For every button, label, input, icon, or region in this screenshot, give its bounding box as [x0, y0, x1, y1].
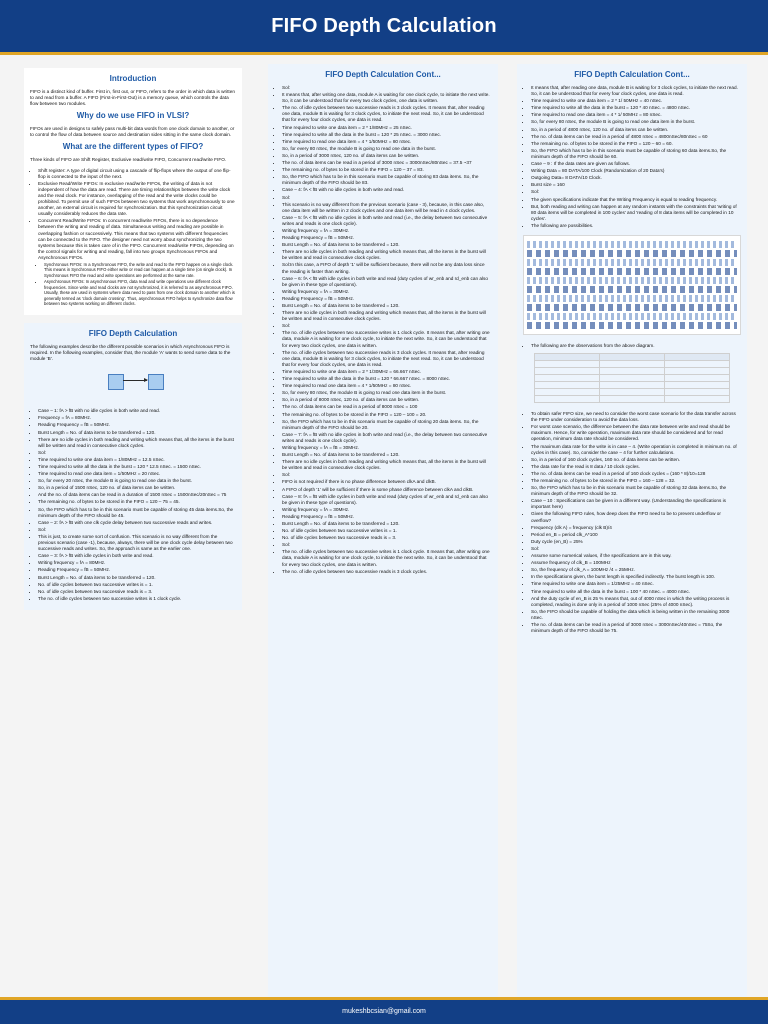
list-item: • So, the FIFO which has to be in this scenario must be capable of storing 45 data items.So, the minimum depth of the FIFO should be 45.: [38, 507, 236, 519]
list-item: • Reading Frequency = fB = 50MHz.: [38, 567, 236, 573]
list-item: • The remaining no. of bytes to be stored in the FIFO = 120 – 37 = 83.: [282, 167, 492, 173]
list-item: • Sol:: [531, 546, 741, 552]
footer-email: mukeshbcsian@gmail.com: [342, 1008, 426, 1015]
list-item: • The remaining no. of bytes to be stored in the FIFO = 120 – 100 = 20.: [282, 412, 492, 418]
list-item: • So, for every 20 nSec, the module B is going to read one data in the burst.: [38, 478, 236, 484]
module-b-block: [148, 374, 164, 390]
list-item: • The no. of idle cycles between two successive writes is 1 clock cycle. It means that, after writing one data, module A is waiting for one clock cycle, to initiate the next write. So, it can be understood that for every two clock cycles, one data is written.: [282, 330, 492, 348]
types-list: [30, 168, 236, 307]
list-item: • Time required to write all the data in the burst = 100 * 40 nSec. = 4000 nSec.: [531, 589, 741, 595]
waveform: [527, 241, 737, 248]
list-item: • Concurrent Read/Write FIFOs: In concurrent read/write FIFOs, there is no dependence between the writing and reading of data. Simultaneous writing and reading are possible in overlapping fashion or successively. This means that two systems with different frequencies can be connected to the FIFO. The designer need not worry about synchronizing the two systems because this is taken care of in the FIFO. Concurrent read/write FIFOs, depending on the control signals for writing and reading, fall into two groups Synchronous FIFOs and Asynchronous FIFOs.: [38, 218, 236, 261]
list-item: • So, in a period of 3000 nSec, 120 no. of data items can be written.: [282, 153, 492, 159]
list-item: • Assume frequency of clk_B = 100MHz: [531, 560, 741, 566]
page-title: FIFO Depth Calculation: [271, 15, 497, 37]
waveform: [527, 322, 737, 329]
list-item: • Time required to read one data item = 4 * 1/ 50MHz = 80 nSec.: [531, 112, 741, 118]
why-text: FIFOs are used in designs to safely pass multi-bit data words from one clock domain to another, or to control the flow of data between source and destination sides sitting in the same clock domain.: [30, 126, 235, 138]
col2-title: FIFO Depth Calculation Cont...: [325, 70, 441, 79]
list-item: • But, both reading and writing can happen at any random instants with the constraints that 'writing of 80 data items will be completed in 100 cycles' and 'reading of 8 data items will be completed in 10 cycles'.: [531, 204, 741, 222]
list-item: • Shift register: A type of digital circuit using a cascade of flip-flops where the output of one flip-flop is connected to the input of the next.: [38, 168, 236, 180]
list-item: • The no. of idle cycles between two successive reads is 3 clock cycles. It means that, after reading one data, module B is waiting for 3 clock cycles, to initiate the next read. So, it can be understood that for every four clock cycles, one data is read.: [282, 105, 492, 123]
list-item: • No. of idle cycles between two successive reads is = 3.: [38, 589, 236, 595]
list-item: • Period en_B = period clk_A*100: [531, 532, 741, 538]
list-item: • So, the frequency of clk_A = 100MHz /4 = 25MHz.: [531, 567, 741, 573]
list-item: • The no. of data items can be read in a period of 160 clock cycles = (160 * 8)/10=128: [531, 471, 741, 477]
list-item: • The no. of data items can be read in a period of 4800 nSec = 4800nSec/80nSec = 60: [531, 134, 741, 140]
column-1: [18, 64, 248, 999]
list-item: • The remaining no. of bytes to be stored in the FIFO = 160 – 128 = 32.: [531, 478, 741, 484]
list-item: • Burst size = 160: [531, 182, 741, 188]
list-subitem: • Asynchronous FIFOs: In asynchronous FIFO, data read and write operations use different clock frequencies. Since write and read clocks are not synchronized, it is referred to as asynchronous FIFO. Usually, these are used in systems where data need to pass from one clock domain to another which is generally termed as 'clock domain crossing'. Thus, asynchronous FIFO helps to synchronize data flow between two systems working on different clocks.: [44, 279, 236, 307]
table-row: [534, 375, 729, 382]
list-item: • Writing frequency = fA = 30MHz.: [282, 507, 492, 513]
list-item: • Case – 2: fA > fB with one clk cycle delay between two successive reads and writes.: [38, 520, 236, 526]
list-item: • Sol:In this case, a FIFO of depth '1' will be sufficient because, there will not be any data loss since the reading is faster than writing.: [282, 262, 492, 274]
module-diagram: [30, 368, 236, 402]
waveform: [527, 286, 737, 293]
col3-title: FIFO Depth Calculation Cont...: [574, 70, 690, 79]
list-item: • There are no idle cycles in both reading and writing which means that, all the items in the burst will be written and read in consecutive clock cycles.: [282, 310, 492, 322]
list-item: • To obtain safer FIFO size, we need to consider the worst case scenario for the data transfer across the FIFO under consideration to avoid the data loss.: [531, 411, 741, 423]
calc-section: [24, 323, 242, 610]
waveform: [527, 313, 737, 320]
calc-title: FIFO Depth Calculation: [88, 328, 178, 338]
column-3: [517, 64, 747, 999]
list-item: • This is just, to create some sort of confusion. This scenario is no way different from the previous scenario (case -1), because, always, there will be one clock cycle delay between two successive reads and writes. So, the approach is same as the earlier one.: [38, 534, 236, 552]
table-row: [534, 368, 729, 375]
list-item: • The no. of data items can be read in a period of 3000 nSec = 3000nSec/40nSec = 75So, the minimum depth of the FIFO should be 75.: [531, 622, 741, 634]
list-item: • So, for every 80 nSec, the module B is going to read one data item in the burst.: [531, 119, 741, 125]
table-header-cell: [534, 354, 599, 361]
list-item: • And the no. of data items can be read in a duration of 1500 nSec = 1500nSec/20nSec = 75: [38, 492, 236, 498]
list-item: • Burst Length = No. of data items to be transferred = 120.: [282, 521, 492, 527]
page-header: [0, 0, 768, 55]
list-item: • Writing Data = 80 DATA/100 Clock (Randomization of 20 Data's): [531, 168, 741, 174]
list-item: • So, the FIFO which has to be in this scenario must be capable of storing 20 data items. So, the minimum depth of the FIFO should be 20.: [282, 419, 492, 431]
list-item: • Case – 9 : If the data rates are given as follows.: [531, 161, 741, 167]
list-item: • FIFO is not required if there is no phase difference between clkA and clkB.: [282, 479, 492, 485]
list-item: • Sol:: [282, 323, 492, 329]
list-item: • No. of idle cycles between two successive writes is = 1.: [38, 582, 236, 588]
table-row: [534, 382, 729, 389]
list-item: • Case – 10 : Specifications can be given in a different way. (Understanding the specifications is important here): [531, 498, 741, 510]
list-item: • Time required to write all the data in the burst = 120 * 40 nSec. = 4800 nSec.: [531, 105, 741, 111]
table-row: [534, 389, 729, 396]
types-intro: Three kinds of FIFO are Shift Register, Exclusive read/write FIFO, Concurrent read/write FIFO.: [30, 157, 227, 163]
list-item: • Case – 5: fA < fB with no idle cycles in both write and read (i.e., the delay between two consecutive writes and reads is one clock cycle).: [282, 215, 492, 227]
list-item: • Writing frequency = fA = fB = 30MHz.: [282, 445, 492, 451]
table-header-cell: [665, 354, 730, 361]
list-item: • Given the following FIFO rules, how deep does the FIFO need to be to prevent underflow or overflow?: [531, 511, 741, 523]
list-item: • Reading Frequency = fB = 50MHz.: [282, 235, 492, 241]
list-item: • Time required to write one data item = 1/25MHz = 40 nSec.: [531, 581, 741, 587]
list-item: • Assume some numerical values, if the specifications are in this way.: [531, 553, 741, 559]
list-item: • So, in a period of 160 clock cycles, 160 no. of data items can be written.: [531, 457, 741, 463]
list-item: • Burst Length = No. of data items to be transferred = 120.: [38, 575, 236, 581]
page-footer: [0, 997, 768, 1024]
col3-list-b: [523, 411, 741, 634]
list-item: • Burst Length = No. of data items to be transferred = 120.: [282, 303, 492, 309]
table-row: [534, 396, 729, 403]
list-item: • And the duty cycle of en_B is 25 % means that, out of 4000 nSec in which the writing process is completed, reading is done only in a period of 1000 nSec (25% of 4000 nSec).: [531, 596, 741, 608]
observation-table: [534, 353, 730, 403]
intro-title: Introduction: [109, 74, 157, 83]
list-item: • Sol:: [38, 450, 236, 456]
list-item: • Sol:: [282, 195, 492, 201]
col3-list-a: [523, 85, 741, 229]
calc-list: [30, 408, 236, 602]
list-item: • No. of idle cycles between two successive reads is = 3.: [282, 535, 492, 541]
list-item: • Sol:: [282, 85, 492, 91]
observation-text: • The following are the observations from the above diagram.: [531, 343, 741, 349]
module-a-block: [108, 374, 124, 390]
list-item: • The remaining no. of bytes to be stored in the FIFO = 120 – 60 = 60.: [531, 141, 741, 147]
list-item: • Case – 4: fA < fB with no idle cycles in both write and read.: [282, 187, 492, 193]
list-item: • The remaining no. of bytes to be stored in the FIFO = 120 – 75 = 45.: [38, 499, 236, 505]
list-item: • No. of idle cycles between two successive writes is = 1.: [282, 528, 492, 534]
waveform: [527, 259, 737, 266]
list-item: • Time required to read one data item = 4 * 1/50MHz = 80 nSec.: [282, 383, 492, 389]
list-item: • In the specifications given, the burst length is specified indirectly. The burst length is 100.: [531, 574, 741, 580]
list-item: • Sol:: [282, 542, 492, 548]
list-item: • So, in a period of 1500 nSec, 120 no. of data items can be written.: [38, 485, 236, 491]
list-item: • For worst case scenario, the difference between the data rate between write and read should be maximum. Hence, for write operation, maximum data rate should be considered and for read operation, minimum data rate should be considered.: [531, 424, 741, 442]
list-item: • Burst Length = No. of data items to be transferred = 120.: [282, 242, 492, 248]
calc-intro: The following examples describe the different possible scenarios in which Asynchronous FIFO is required. In the following examples, consider that, the module 'A' wants to send some data to the module 'B'.: [30, 343, 231, 362]
list-item: • The following are possibilities.: [531, 223, 741, 229]
list-item: • The maximum data rate for the write is in case – 4. (Write operation is completed in minimum no. of cycles in this case). So, consider the case – 4 for further calculations.: [531, 444, 741, 456]
list-item: • There are no idle cycles in both reading and writing which means that, all the items in the burst will be written and read in consecutive clock cycles.: [38, 437, 236, 449]
waveform: [527, 295, 737, 302]
types-title: What are the different types of FIFO?: [62, 142, 204, 152]
list-item: • So, in a period of 4800 nSec, 120 no. of data items can be written.: [531, 127, 741, 133]
list-item: • Writing frequency = fA = 30MHz.: [282, 228, 492, 234]
list-item: • Exclusive Read/Write FIFOs: In exclusive read/write FIFOs, the writing of data is not independent of how the data are read. There are timing relationships between the write clock and the read clock. For instance, overlapping of the read and the write clocks could be prohibited. To permit use of such FIFOs between two systems that work asynchronously to one another, an external circuit is required for synchronization. But this synchronization circuit usually considerably reduces the data rate.: [38, 181, 236, 218]
list-item: • So, the FIFO which has to be in this scenario must be capable of storing 60 data items.So, the minimum depth of the FIFO should be 60.: [531, 148, 741, 160]
list-item: • Case – 7: fA = fB with no idle cycles in both write and read (i.e., the delay between two consecutive writes and reads is one clock cycle).: [282, 432, 492, 444]
list-item: • The given specifications indicate that the Writing Frequency is equal to reading frequency.: [531, 197, 741, 203]
list-item: • Frequency (clk A) = frequency (clk B)/4: [531, 525, 741, 531]
list-item: • It means that, after writing one data, module A is waiting for one clock cycle, to initiate the next write. So, it can be understood that for every two clock cycles, one data is written.: [282, 92, 492, 104]
waveform: [527, 277, 737, 284]
list-item: • Time required to write one data item = 2 * 1/80MHz = 25 nSec.: [282, 125, 492, 131]
data-arrow: [123, 380, 147, 381]
list-item: • So, for every 80 nSec, the module B is going to read one data item in the burst.: [282, 390, 492, 396]
list-item: • Time required to write one data item = 2 * 1/30MHz = 66.667 nSec.: [282, 369, 492, 375]
observation-list: [523, 343, 741, 349]
list-item: • Sol:: [282, 472, 492, 478]
list-item: • So, the FIFO which has to be in this scenario must be capable of storing 32 data items.So, the minimum depth of the FIFO should be 32.: [531, 485, 741, 497]
list-item: • Time required to write all the data in the burst = 120 * 12.5 nSec. = 1500 nSec.: [38, 464, 236, 470]
list-item: • The no. of data items can be read in a period of 8000 nSec = 100: [282, 404, 492, 410]
list-item: • This scenario is no way different from the previous scenario (case - 3), because, in this case also, one data item will be written in 2 clock cycles and one data item will be read in 4 clock cycles.: [282, 202, 492, 214]
list-item: • The no. of idle cycles between two successive reads is 3 clock cycles.: [282, 569, 492, 575]
list-item: • So, the FIFO should be capable of holding the data which is being written in the remaining 3000 nSec.: [531, 609, 741, 621]
list-item: • Sol:: [531, 189, 741, 195]
list-item: • There are no idle cycles in both reading and writing which means that, all the items in the burst will be written and read in consecutive clock cycles.: [282, 249, 492, 261]
list-item: • There are no idle cycles in both reading and writing which means that, all the items in the burst will be written and read in consecutive clock cycles.: [282, 459, 492, 471]
list-item: • Frequency = fA = 80MHz.: [38, 415, 236, 421]
list-item: • Case – 8: fA = fB with idle cycles in both write and read (duty cycles of wr_enb and rd_enb can also be given in these type of questions).: [282, 494, 492, 506]
list-item: • Case – 6: fA < fB with idle cycles in both write and read (duty cycles of wr_enb and rd_enb can also be given in these type of questions).: [282, 276, 492, 288]
list-item: • So, for every 80 nSec, the module B is going to read one data in the burst.: [282, 146, 492, 152]
list-item: • Time required to read one data item = 1/50MHz = 20 nSec.: [38, 471, 236, 477]
list-item: • Outgoing Data= 8 DATA/10 Clock.: [531, 175, 741, 181]
why-title: Why do we use FIFO in VLSI?: [76, 111, 190, 121]
list-item: • Reading Frequency = fB = 50MHz.: [282, 296, 492, 302]
table-row: [534, 361, 729, 368]
list-item: • A FIFO of depth '1' will be sufficient if there is some phase difference between clkA and clkB.: [282, 487, 492, 493]
list-item: • The no. of data items can be read in a period of 3000 nSec = 3000nSec/80nSec = 37.5 ~37: [282, 160, 492, 166]
waveform: [527, 268, 737, 275]
column-2: [268, 64, 498, 999]
list-item: • It means that, after reading one data, module B is waiting for 3 clock cycles, to initiate the next read. So, it can be understood that for every four clock cycles, one data is read.: [531, 85, 741, 97]
list-item: • The no. of idle cycles between two successive writes is 1 clock cycle. It means that, after writing one data, module A is waiting for one clock cycle, to initiate the next write. So, it can be understood that for every two clock cycles, one data is written.: [282, 549, 492, 567]
waveform: [527, 250, 737, 257]
list-item: • Time required to write all the data in the burst = 120 * 66.667 nSec. = 8000 nSec.: [282, 376, 492, 382]
list-item: • Reading Frequency = fB = 50MHz.: [38, 422, 236, 428]
list-item: • The data rate for the read is 8 data / 10 clock cycles.: [531, 464, 741, 470]
intro-text: FIFO is a distinct kind of buffer. First in, first out, or FIFO, refers to the order in which data is written to and read from a buffer. A FIFO (First-in-First-Out) is a memory queue, which controls the data flow between two modules.: [30, 89, 235, 107]
table-header-cell: [599, 354, 664, 361]
list-subitem: • Synchronous FIFOs: In a Synchronous FIFO, the write and read to the FIFO happen on a single clock. This means in Synchronous FIFO either write or read can happen at a single time (on single clock). In Synchronous FIFO the read and write operations are performed at the same rate.: [44, 262, 236, 279]
list-item: • Time required to write one data item = 1/80MHz = 12.5 nSec.: [38, 457, 236, 463]
list-item: • Time required to write one data item = 2 * 1/ 50MHz = 40 nSec.: [531, 98, 741, 104]
list-item: • Writing frequency = fA = 80MHz.: [38, 560, 236, 566]
intro-section: [24, 68, 242, 315]
list-item: • Writing frequency = fA = 30MHz.: [282, 289, 492, 295]
list-item: • So, in a period of 8000 nSec, 120 no. of data items can be written.: [282, 397, 492, 403]
col2-list: [274, 85, 492, 575]
list-item: • So, the FIFO which has to be in this scenario must be capable of storing 83 data items. So, the minimum depth of the FIFO should be 83.: [282, 174, 492, 186]
list-item: • The no. of idle cycles between two successive writes is 1 clock cycle.: [38, 596, 236, 602]
list-item: • Burst Length = No. of data items to be transferred = 120.: [282, 452, 492, 458]
list-item: • The no. of idle cycles between two successive reads is 3 clock cycles. It means that, after reading one data, module B is waiting for 3 clock cycles, to initiate the next read. So, it can be understood that for every four clock cycles, one data is read.: [282, 350, 492, 368]
timing-diagram-figure: [523, 235, 741, 335]
list-item: • Duty cycle (en_B) = 25%: [531, 539, 741, 545]
list-item: • Burst Length = No. of data items to be transferred = 120.: [38, 430, 236, 436]
list-item: • Time required to write all the data in the burst = 120 * 25 nSec. = 3000 nSec.: [282, 132, 492, 138]
list-item: • Reading Frequency = fB = 50MHz.: [282, 514, 492, 520]
list-item: • Case – 1: fA > fB with no idle cycles in both write and read.: [38, 408, 236, 414]
waveform: [527, 304, 737, 311]
list-item: • Case – 3: fA > fB with idle cycles in both write and read.: [38, 553, 236, 559]
list-item: • Sol:: [38, 527, 236, 533]
list-item: • Time required to read one data item = 4 * 1/50MHz = 80 nSec.: [282, 139, 492, 145]
